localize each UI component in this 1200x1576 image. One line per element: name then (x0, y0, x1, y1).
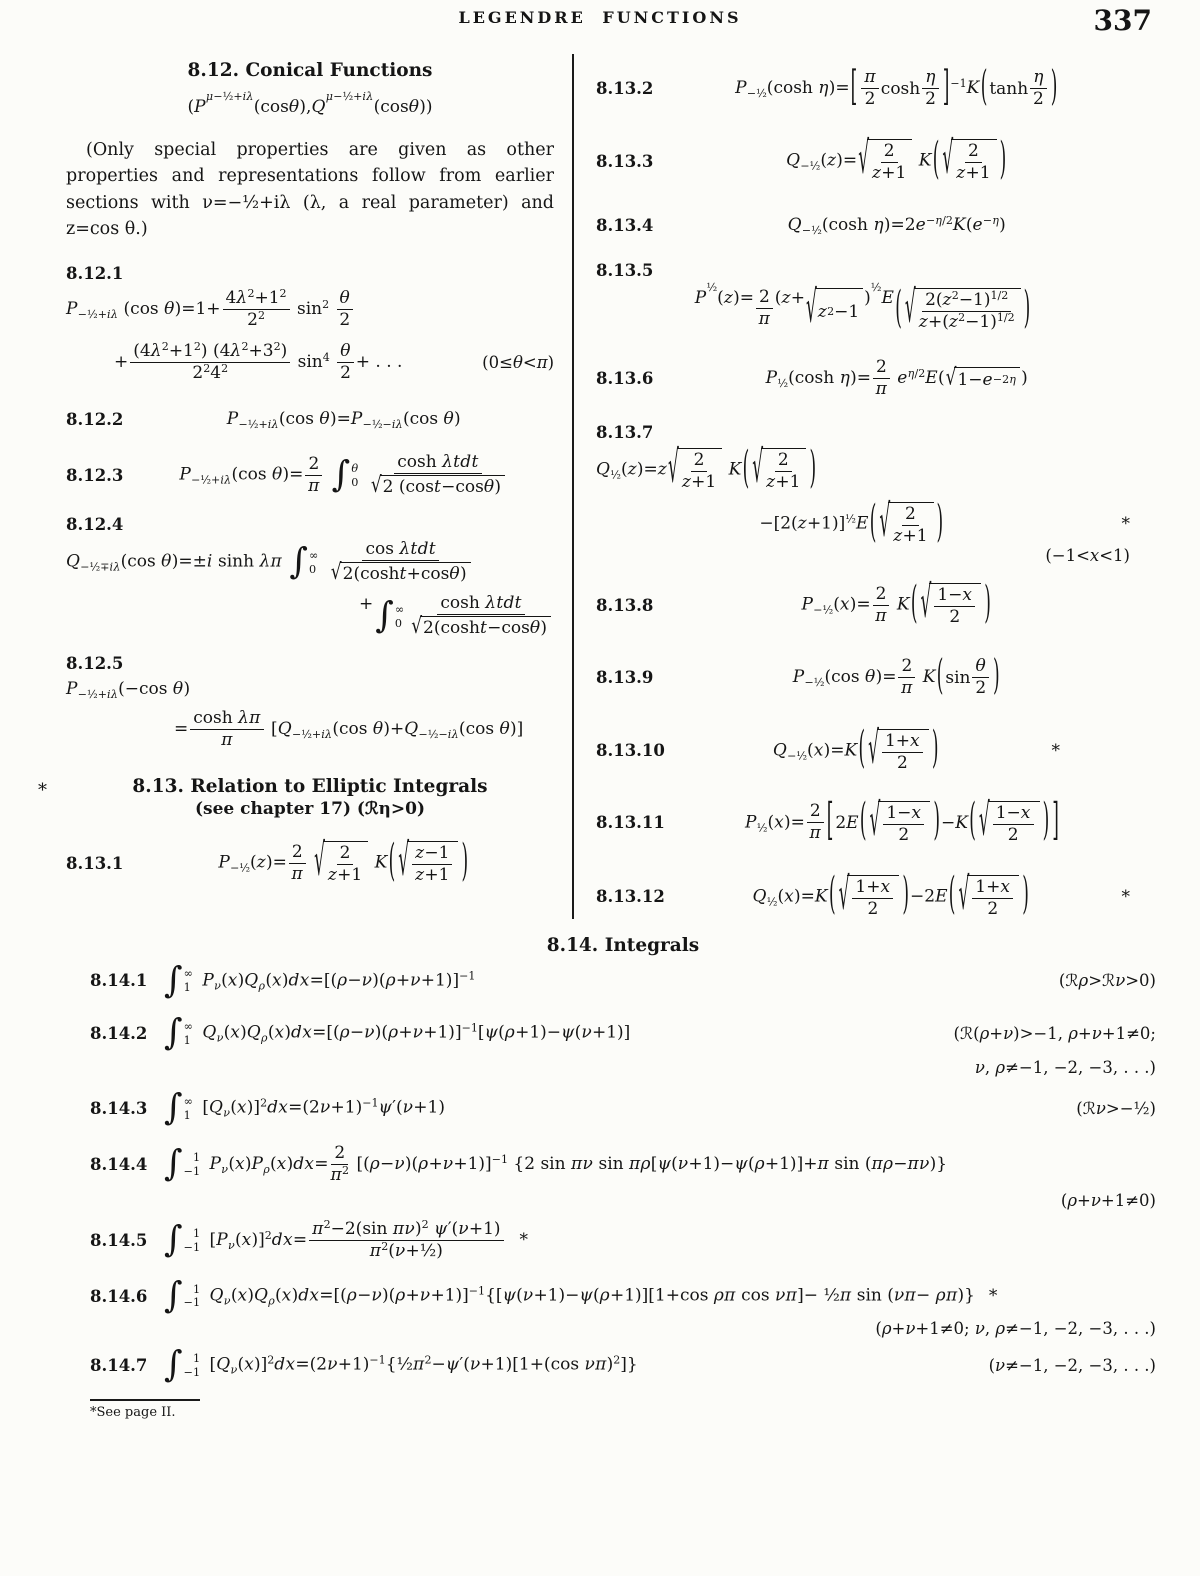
section-8-12-intro: (Only special properties are given as other properties and representations follow from earlier sections with ν=−½+iλ (λ, a real parameter) and z=cos θ.) (66, 140, 554, 239)
equation-8-13-8: 8.13.8 $P_{-\frac{1}{2}}(x)=$ $\frac{2}{\pi}$ K ( √ $\frac{1-x}{2}$ ) (596, 578, 991, 631)
equation-8-14-7: 8.14.7 ∫ 1 −1 $[Q_\nu(x)]^2dx=(2\nu+1)^{-1}\{\frac{1}{2}\pi^2-\psi'(\nu+1)[1+(\cos$ νπ)$^2$]} (ν≠−1, −2, −3, . . .) (90, 1344, 1156, 1386)
asterisk-8-14-6: * (988, 1286, 998, 1307)
equation-8-13-10: 8.13.10 $Q_{-\frac{1}{2}}(x)=K$ ( √ $\frac{1+x}{2}$ ) * (596, 723, 1060, 776)
equation-8-12-1-line1: $P_{-\frac{1}{2}+i\lambda}$ (cos θ)=1+ $\frac{4\lambda^2+1^2}{2^2}$ $\sin^2$ $\frac{\theta}{2}$ (66, 289, 554, 330)
equation-8-12-2: 8.12.2 $P_{-\frac{1}{2}+i\lambda}(\cos$ $\theta)=P_{-\frac{1}{2}-i\lambda}(\cos$ θ) (66, 409, 461, 431)
section-title-8-12: 8.12. Conical Functions (187, 60, 433, 81)
equation-8-13-7-line2: $-[2(z+1)]^{\frac{1}{2}}E$ ( √ $\frac{2}{z+1}$ ) * (759, 497, 1130, 549)
equation-8-14-1: 8.14.1 ∫ ∞ 1 $P_\nu(x)Q_\rho(x)dx=[(\rho-\nu)(\rho+\nu+1)]^{-1}$ (ℛρ>ℛν>0) (90, 959, 1156, 1001)
equation-8-12-4-line2: + ∫ ∞ 0 cosh λtdt √ 2( cosh t − cos θ ) (66, 594, 554, 638)
integrals-section (20, 934, 1180, 1386)
equation-8-12-5-line1: $P_{-\frac{1}{2}+i\lambda}(-\cos$ θ) (66, 679, 191, 702)
asterisk-8-13-12: * (1121, 886, 1130, 907)
right-column (572, 54, 1136, 922)
section-8-13-subtitle: (see chapter 17) (ℛη>0) (194, 799, 426, 820)
equation-8-13-1: 8.13.1 $P_{-\frac{1}{2}}(z)=$ $\frac{2}{\pi}$ √ $\frac{2}{z+1}$ K ( √ $\frac{z-1}{z+1}$ ) (66, 836, 469, 889)
equation-8-13-2: 8.13.2 $P_{-\frac{1}{2}}(\cosh$ η)= [ $\frac{\pi}{2}$ cosh $\frac{\eta}{2}$ ] $^{-1}$K ( tanh $\frac{\eta}{2}$ ) (596, 63, 1058, 112)
equation-number-8-13-5: 8.13.5 (596, 261, 654, 281)
equation-8-13-9: 8.13.9 $P_{-\frac{1}{2}}(\cos$ θ)= $\frac{2}{\pi}$ K ( sin $\frac{\theta}{2}$ ) (596, 652, 1000, 701)
left-column (20, 54, 572, 919)
section-title-8-13: 8.13. Relation to Elliptic Integrals (132, 776, 488, 798)
equation-number-8-12-1: 8.12.1 (66, 264, 124, 283)
section-8-12-subtitle: ( P μ −½+iλ ( cos θ ), Q μ −½+iλ ( cos θ )) (187, 90, 433, 117)
equation-8-12-3: 8.12.3 $P_{-\frac{1}{2}+i\lambda}(\cos$ θ)= $\frac{2}{\pi}$ ∫ θ 0 cosh λtdt √ 2 ( cos t − cos θ ) (66, 453, 554, 497)
equation-8-13-6: 8.13.6 $P_{\frac{1}{2}}(\cosh$ η)= $\frac{2}{\pi}$ $e^{\eta/2}E$( √ 1− e −2η ) (596, 357, 1028, 400)
asterisk-8-13-10: * (1051, 740, 1060, 761)
equation-8-14-2-condition-2: ν, ρ≠−1, −2, −3, . . .) (974, 1058, 1156, 1078)
equation-8-13-11: 8.13.11 $P_{\frac{1}{2}}(x)=$ $\frac{2}{\pi}$ [ 2 E ( √ $\frac{1-x}{2}$ ) − K ( √ $\frac{1-x}{2}$ ) ] (596, 795, 1059, 848)
equation-8-13-5: P ½ ( z )= $\frac{2}{\pi}$ ( z + √ z 2 −1 ) ½ E ( √ $\frac{2(z^2-1)^{1/2}}{z+(z^2-1)^{1/2}}$ ) (694, 281, 1031, 335)
equation-8-14-7-condition: (ν≠−1, −2, −3, . . .) (988, 1355, 1156, 1375)
equation-8-13-4: 8.13.4 $Q_{-\frac{1}{2}}(\cosh$ $\eta)=2e^{-\eta/2}K(e^{-\eta})$ (596, 214, 1006, 237)
equation-8-14-3-condition: (ℛν>−½) (1076, 1099, 1156, 1119)
equation-number-8-13-7: 8.13.7 (596, 423, 654, 443)
equation-8-12-1-condition: (0≤θ<π) (482, 353, 554, 373)
running-title: LEGENDRE FUNCTIONS (458, 8, 742, 27)
asterisk-8-13-7: * (1121, 514, 1130, 535)
asterisk-8-14-5: * (519, 1230, 529, 1251)
footnote-text: *See page II. (90, 1404, 176, 1420)
equation-8-14-4: 8.14.4 ∫ 1 −1 $P_\nu(x)P_\rho(x)dx=$ $\frac{2}{\pi^2}$ $[(\rho-\nu)(\rho+\nu+1)]^{-1}$ {2 sin πν sin πρ[ψ(ν+1)−ψ(ρ+1)]+π sin (πρ−πν)} (90, 1142, 948, 1185)
equation-8-13-7-line1: $Q_{\frac{1}{2}}(z)=z$ √ $\frac{2}{z+1}$ K ( √ $\frac{2}{z+1}$ ) (596, 443, 817, 495)
equation-8-14-2-condition: (ℛ(ρ+ν)>−1, ρ+ν+1≠0; (953, 1023, 1156, 1043)
two-column-body (20, 54, 1180, 922)
equation-8-12-4-line1: $Q_{-\frac{1}{2}\mp i\lambda}(\cos$ θ)=±i sinh λπ ∫ ∞ 0 cos λtdt √ 2( cosh t + cos θ ) (66, 540, 554, 584)
equation-number-8-12-5: 8.12.5 (66, 654, 124, 674)
equation-8-12-1-line2: + $\frac{(4\lambda^2+1^2) (4\lambda^2+3^2)}{2^24^2}$ $\sin^4$ $\frac{\theta}{2}$ + . . . (0≤θ<π) (114, 340, 554, 384)
section-head-8-13 (38, 776, 554, 820)
equation-8-12-5-line2: = $\frac{\text{cosh λπ}}{\pi}$ [$Q_{-\frac{1}{2}+i\lambda}(\cos$ $\theta)+Q_{-\frac{1}{2}-i\lambda}(\cos$ θ)] (174, 708, 524, 751)
equation-8-14-6: 8.14.6 ∫ 1 −1 $Q_\nu(x)Q_\rho(x)dx=[(\rho-\nu)(\rho+\nu+1)]^{-1}\{[\psi(\nu+1)-\psi(\rho+1)][1+\cos$ ρπ cos νπ]− ½π sin (νπ− ρπ)} * (90, 1274, 998, 1316)
margin-asterisk: * (38, 780, 47, 802)
running-head (20, 4, 1180, 44)
page-footer (90, 1399, 1180, 1420)
equation-8-13-12: 8.13.12 $Q_{\frac{1}{2}}(x)=K$ ( √ $\frac{1+x}{2}$ ) −2E ( √ $\frac{1+x}{2}$ ) * (596, 869, 1130, 922)
equation-8-14-6-condition: (ρ+ν+1≠0; ν, ρ≠−1, −2, −3, . . .) (875, 1319, 1156, 1339)
equation-8-13-3: 8.13.3 $Q_{-\frac{1}{2}}(z)=$ √ $\frac{2}{z+1}$ K ( √ $\frac{2}{z+1}$ ) (596, 133, 1007, 186)
equation-8-14-1-condition: (ℛρ>ℛν>0) (1058, 971, 1156, 991)
equation-number-8-12-4: 8.12.4 (66, 515, 124, 535)
page-number: 337 (1093, 4, 1152, 37)
equation-8-14-3: 8.14.3 ∫ ∞ 1 $[Q_\nu(x)]^2dx=(2\nu+1)^{-1}\psi'(\nu+1)$ (ℛν>−½) (90, 1087, 1156, 1129)
equation-8-13-7-condition: (−1<x<1) (1045, 546, 1130, 566)
equation-8-14-2: 8.14.2 ∫ ∞ 1 $Q_\nu(x)Q_\rho(x)dx=[(\rho-\nu)(\rho+\nu+1)]^{-1}[\psi(\rho+1)-\psi(\nu+1)]$ (ℛ(ρ+ν)>−1, ρ+ν+1≠0; (90, 1012, 1156, 1054)
equation-8-14-5: 8.14.5 ∫ 1 −1 $[P_\nu(x)]^2dx=$ $\frac{\pi^2-2(\sin \pi\nu)^2 \psi'(\nu+1)}{\pi^2(\nu+\frac{1}{2})}$ * (90, 1217, 529, 1261)
section-title-8-14: 8.14. Integrals (546, 934, 700, 956)
footnote-rule (90, 1399, 200, 1401)
equation-8-14-4-condition: (ρ+ν+1≠0) (1060, 1190, 1156, 1210)
